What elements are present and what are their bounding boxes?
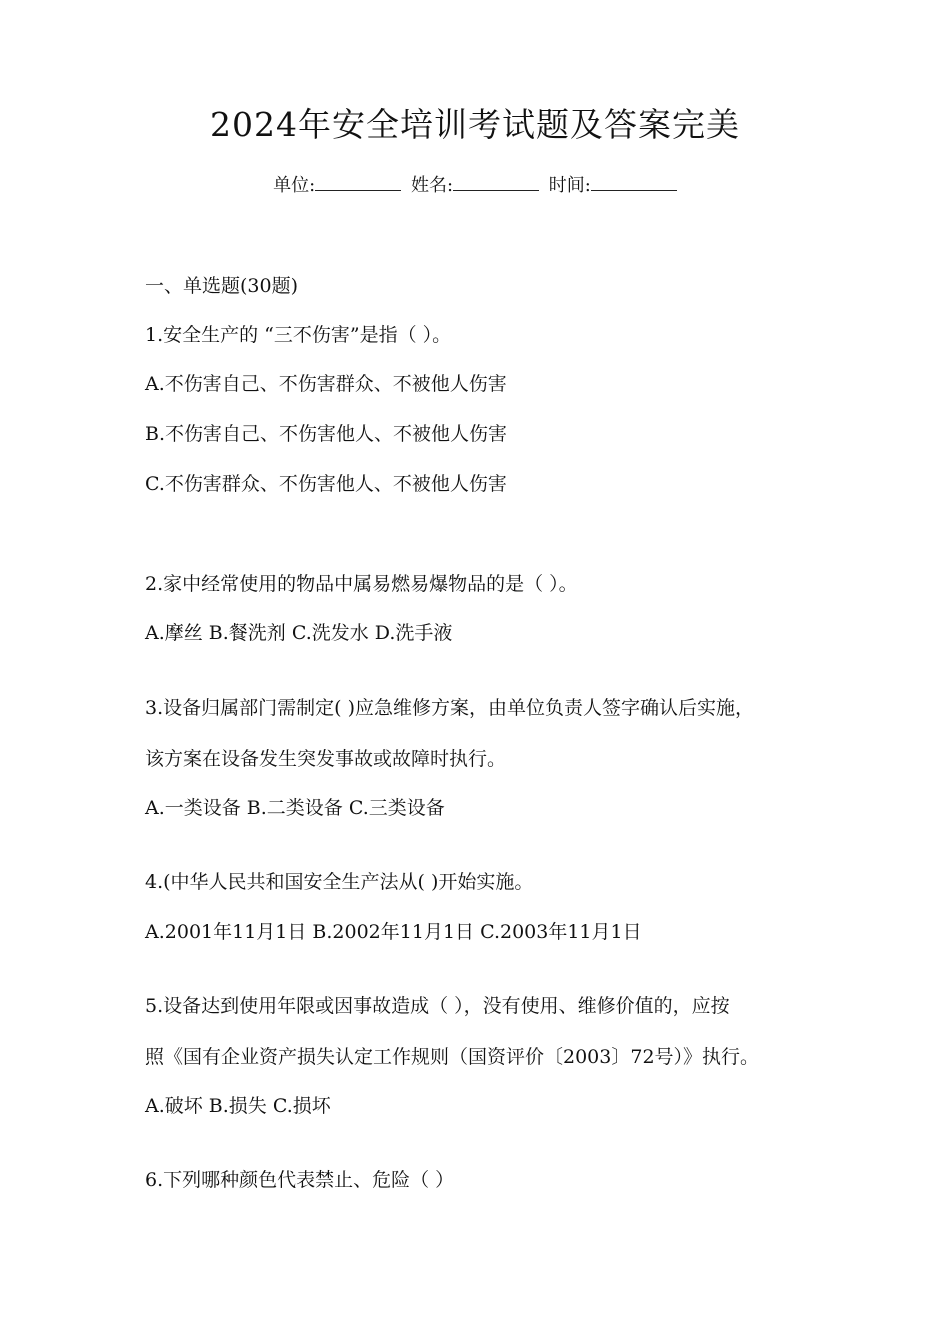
question-1-stem: 1.安全生产的 “三不伤害”是指（ ）。 [145, 324, 452, 346]
time-blank[interactable] [591, 172, 677, 191]
question-3-options: A.一类设备 B.二类设备 C.三类设备 [145, 797, 445, 819]
question-3-stem-line-2: 该方案在设备发生突发事故或故障时执行。 [145, 748, 507, 770]
question-3-stem-line-1: 3.设备归属部门需制定( )应急维修方案，由单位负责人签字确认后实施， [145, 697, 754, 719]
unit-field [273, 175, 401, 196]
question-2-stem: 2.家中经常使用的物品中属易燃易爆物品的是（ ）。 [145, 573, 578, 595]
time-field [549, 175, 677, 196]
question-5-stem-line-2: 照《国有企业资产损失认定工作规则（国资评价〔2003〕72号）》执行。 [145, 1046, 760, 1068]
name-blank[interactable] [453, 172, 539, 191]
question-1-option-b: B.不伤害自己、不伤害他人、不被他人伤害 [145, 423, 508, 445]
question-2-options: A.摩丝 B.餐洗剂 C.洗发水 D.洗手液 [145, 622, 453, 644]
time-label: 时间: [548, 175, 591, 196]
section-heading: 一、单选题(30题) [145, 275, 299, 297]
question-6-stem: 6.下列哪种颜色代表禁止、危险（ ） [145, 1169, 455, 1191]
info-row [0, 172, 950, 200]
unit-label: 单位: [273, 175, 316, 196]
question-4-options: A.2001年11月1日 B.2002年11月1日 C.2003年11月1日 [145, 921, 642, 943]
question-1-option-a: A.不伤害自己、不伤害群众、不被他人伤害 [145, 373, 507, 395]
name-label: 姓名: [410, 175, 454, 196]
question-4-stem: 4.(中华人民共和国安全生产法从( )开始实施。 [145, 871, 534, 893]
name-field [411, 175, 539, 196]
unit-blank[interactable] [315, 172, 401, 191]
page-title: 2024年安全培训考试题及答案完美 [210, 105, 740, 144]
question-5-options: A.破坏 B.损失 C.损坏 [145, 1095, 331, 1117]
question-5-stem-line-1: 5.设备达到使用年限或因事故造成（ ），没有使用、维修价值的，应按 [145, 995, 730, 1017]
question-1-option-c: C.不伤害群众、不伤害他人、不被他人伤害 [145, 473, 507, 495]
